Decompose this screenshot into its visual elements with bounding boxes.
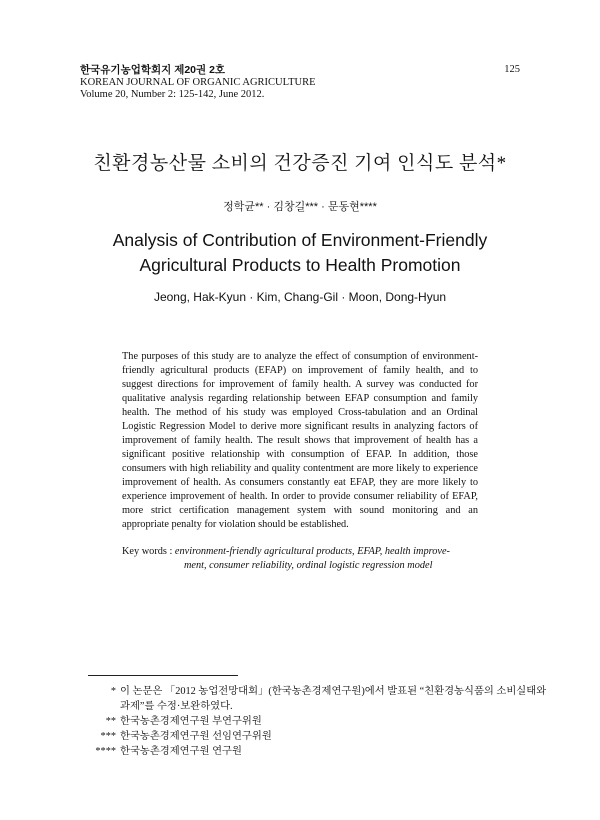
paper-title-english <box>0 228 600 278</box>
journal-title-korean: 한국유기농업학회지 제20권 2호 <box>80 64 226 76</box>
footnote-text: 이 논문은 「2012 농업전망대회」(한국농촌경제연구원)에서 발표된 “친환경농식품의 소비실태와 <box>120 686 547 697</box>
keywords-line2: ment, consumer reliability, ordinal logistic regression model <box>184 560 433 571</box>
paper-title-english-line2: Agricultural Products to Health Promotion <box>139 255 461 275</box>
footnote-item <box>88 684 548 699</box>
journal-volume-info: Volume 20, Number 2: 125-142, June 2012. <box>80 89 265 100</box>
paper-title-korean: 친환경농산물 소비의 건강증진 기여 인식도 분석* <box>93 153 507 174</box>
abstract: The purposes of this study are to analyze the effect of consumption of environment-friendly agricultural products (EFAP) on improvement of family health, and to suggest directions for improvement of family health. A survey was conducted for qualitative analysis regarding relationship between EFAP consumption and family health. The method of his study was employed Cross-tabulation and an Ordinal Logistic Regression Model to derive more significant results in analyzing factors of improvement of family health. The result shows that improvement of health has a significant positive relationship with consumption of EFAP. In addition, those consumers with high reliability and quality contentment are more likely to experience improvement of health. As consumers constantly eat EFAP, they are more likely to experience improvement of health. In order to provide consumer reliability of EFAP, more strict certification management system with sound monitoring and an appropriate penalty for violation should be established. <box>122 351 478 530</box>
keywords-label: Key words : <box>122 546 173 557</box>
footnote-mark: ** <box>105 716 116 727</box>
authors-english: Jeong, Hak-Kyun · Kim, Chang-Gil · Moon, Dong-Hyun <box>153 290 447 304</box>
footnote-divider <box>88 675 238 676</box>
footnote-item <box>88 744 548 759</box>
footnotes <box>88 684 548 759</box>
keywords <box>122 545 492 573</box>
keywords-line1: environment-friendly agricultural products, EFAP, health improve- <box>174 546 450 557</box>
footnote-text: 한국농촌경제연구원 부연구위원 <box>120 716 262 727</box>
footnote-item <box>88 729 548 744</box>
authors-korean: 정학균** · 김창길*** · 문동현**** <box>223 201 377 213</box>
footnote-text: 한국농촌경제연구원 연구원 <box>120 746 242 757</box>
journal-header <box>80 64 316 102</box>
footnote-text: 한국농촌경제연구원 선임연구위원 <box>120 731 272 742</box>
footnote-mark: *** <box>100 731 116 742</box>
journal-title-english: KOREAN JOURNAL OF ORGANIC AGRICULTURE <box>80 76 316 88</box>
footnote-item <box>88 714 548 729</box>
page-number: 125 <box>504 64 520 75</box>
footnote-mark: **** <box>95 746 116 757</box>
footnote-mark: * <box>110 686 116 697</box>
footnote-continuation: 과제”를 수정·보완하였다. <box>120 701 233 712</box>
paper-title-english-line1: Analysis of Contribution of Environment-Friendly <box>112 230 488 250</box>
